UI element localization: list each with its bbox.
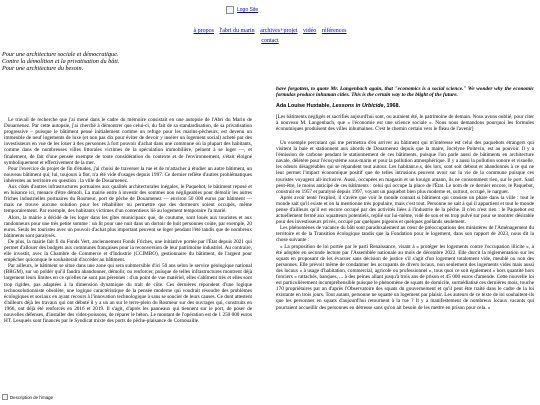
article-paragraph: De plus, la mairie fait fi du Fonds Vert, anciennement Fonds Friches, une initiative portée par l'État depuis 2021 qui permet d'allouer des budgets aux communes françaises pour la reconversion de leur patrimoine industriel. Au contraire, elle investit, avec la Chambre de Commerce et d'Industrie (CCIMBO), gestionnaire du bâtiment, de l'argent pour empêcher quiconque le souhaiterait d'accéder au bâtiment.: [4, 238, 252, 264]
broken-image-icon: [226, 6, 234, 14]
citation-author: Ada Louise Huxtable,: [276, 102, 333, 109]
article-paragraph: Aux côtés d'autres infrastructures portuaires aux qualités architecturales inégales, le Paquebot, le bâtiment reposé et en luisance ici, menace d'être démoli. La mairie entre à investir des sommes non négligeables pour démolir les autres friches industrielles portuaires du Rosmeur, port de pêche de Douarnenez — environ 50 000 euros par bâtiment — mais ne trouve aucune solution pour les réhabiliter ou permettre que des dormeurs soient occupés, même temporairement. Par exemple, des habitants victimes d'un contentieux lié au logement temporaire l'a marié.: [4, 184, 252, 215]
nav-row-1: [0, 26, 540, 36]
article-paragraph: « La proposition de loi portée par le parti Renaissance, visant à « protéger les logements contre l'occupation illicite », a été adoptée en seconde lecture par l'Assemblée nationale au mois de décembre 2022. Elle durcit la réglementation sur les squats en proposant de les évacuer sans décision de justice s'il s'agit d'un logement totalement vide, meublé ou non des personnes. Elle prévoit même de condamner les occupants de divers locaux, non seulement des logements vides mais aussi des locaux « à usage d'habitation, commercial, agricole ou professionnel », tous quoi ce soit également « hors quantité hors fonciers » rattachés, banques, ... à des peines allant jusqu'à trois ans de prison et 45 000 euros d'amende. Cette nouvelle loi est particulièrement incompréhensible puisque le phénomène de squats de domicile, surmédiatisé ces dernières mois, touche 170 propriétaires par an d'après l'Observatoire des squats du gouvernement et qu'il peut être traité dans le cadre de la loi existante en trois jours. Tout autant, personne ne squatte un logement par plaisir. Les auteurs de ce texte de loi souhaitent-ils que les personnes en squats d'aujourd'hui retournent à la rue ? Il y a manifestement de nombreux locaux vacants qui pourraient accueillir des personnes en détresse sans qu'on ait besoin de les mettre en prison pour cela. »: [276, 243, 534, 311]
image-caption: Description de l'image: [10, 394, 54, 400]
article-paragraph: Le travail de recherche que j'ai mené dans le cadre du mémoire consistait en une autopsie de l'Abri du Marin de Douarnenez. Par cette autopsie, j'ai cherché à démontrer que celui-ci, du fait de sa standardisation, de sa privatisation progressive – puisque le bâtiment pensé initialement comme un refuge pour les marins-pêcheurs, est devenu un immeuble de neuf logements de luxe (et non pas dix pour éviter de devoir y insérer un logement social) acheté par des investisseurs en vue de les louer à des personnes à fort pouvoir d'achat dans une commune où la plupart des habitants, comme dans de nombreuses villes littorales victimes de la spéculation immobilière, peinent à se loger —, et finalement, de fait d'une pensée exempte de toute considération du contexte et de l'environnement, s'était éloigné symboliquement et effectivement de la mer.: [4, 117, 252, 166]
article-paragraph: Les phénomènes de vacance du bâti sont paradoxalement au cœur de préoccupations des ministères de l'Aménagement du territoire et de la Transition écologique tandis que la Fondation pour le logement, dans son rapport de 2023, nous dit la chose suivante :: [276, 225, 534, 244]
nav-link-contact[interactable]: contact: [261, 38, 279, 44]
article-paragraph: Par ailleurs, le bâtiment se situe dans une zone qui sera submersible d'ici 50 ans selon le service géologique national (BRGM), sur un poldér qui'il faudra abandonner, démolir, ou renforcer, puisque de telles infrastructures montrent déjà largement leurs limites en ce qu'elles ne sont pas pérennes : d'un point de vue matériel, elles s'abîment très et elles sont trop rigides, pas adaptées à la dimension dynamique du trait de côte. Ces dernières répondent d'une logique technosolutionniste obsolète, une logique caractéristique de la pensée moderne qui voudrait résoudre des problèmes écologiques et sociaux en ayant recours à l'innovation technologique à sans se soucier de leurs causes. Ce dont attestent d'ailleurs déjà les travaux qui ont débuté il y a un an sur le terre-plein du Rosmeur sur des ouvrages qui, construits en 1966, ont déjà été renforcés en 2016 et 2019. Il s'agit, d'après les panneaux qui tiennent sur le port, de poser de nouvelles défenses, d'installer des vides-poissons, de réparer le béton. Le montant de l'opération est de 1 250 000 euros HT. Lesquels sont financés par le Syndicat mixte des ports de pêche-plaisance de Cornouaille.: [4, 263, 252, 325]
tagline-line: Pour une architecture sociale et démocratique.: [2, 51, 119, 58]
main-nav: [0, 26, 540, 46]
tagline-line: Pour une architecture du besoin.: [2, 65, 84, 72]
nav-link-references[interactable]: références: [321, 28, 347, 34]
nav-link-video[interactable]: vidéo: [302, 28, 317, 34]
site-logo[interactable]: [226, 6, 258, 14]
tagline-line: Contre la démolition et la privatisation du bâti.: [2, 58, 120, 65]
logo-link[interactable]: Logo Site: [237, 7, 259, 13]
article-paragraph: Après avoir tenté l'exploit, il s'avère que voir le monde connait si bâtiment qui consiste un phare dans la ville : tout le monde sait qu'il existe et on la mentionne très populaire, mais c'est tout. Personne ne sait à qui il appartient et tout le monde pense d'ailleurs qu'il est encore occupé par des activités liées à l'industrie de la pêche. Il n'en n'est rien : le Paquebot est actuellement fermé aux squatteurs potentiels, replié sur lui-même, vidé de son et en trop pulvé sur pour se montrer désirable pour des investisseurs privés, occupé par quelques pigeons et quelques goélands seulement.: [276, 194, 534, 226]
epigraph-english: have forgotten, to quote Mr. Langenbach again, that "economics is a social science." We wonder why the economic formulas produce inhuman cities. This is the certain way to the blight of the future.: [276, 86, 534, 99]
right-article-column: [276, 86, 534, 311]
nav-link-abri-du-marin[interactable]: l'abri du marin: [219, 28, 255, 34]
image-placeholder: [2, 394, 53, 400]
nav-row-2: [0, 36, 540, 46]
left-article-column: [4, 117, 252, 324]
citation-year: , 1968.: [383, 102, 401, 109]
broken-image-icon: [2, 394, 8, 400]
article-paragraph: Alors, la mairie a décidé de les loger dans les gîtes municipaux que, de coutume, sont loués aux touristes et aux randonneurs pour une très petite somme : un lit pour une nuit dans un dortoir de huit personnes coûte, par exemple, 20 euros. Seuls les touristes avec un pouvoir d'achat plus important peuvent se loger pendant l'été tandis que de nombreux bâtiments sont paralysés.: [4, 214, 252, 239]
article-paragraph: Pour l'exercice du projet de fin d'études, j'ai choisi de traverser la rue et de m'attacher à étudier un autre bâtiment, un nouveau bâtiment qui, lui, toujours à flot, n'a été vide d'usages depuis 1997. Ce dernier reflète d'autres problématiques inhérentes au territoire en question : la ville de Douarnenez.: [4, 165, 252, 184]
nav-link-archives-projet[interactable]: archives+projet: [260, 28, 298, 34]
epigraph-french: [Les bâtiments négligés et sacrifiés aujourd'hui sont, ou auraient été, le patrimoine de demain. Nous avons oublié, pour citer à nouveau M. Langenbach, que « l'économie est une science sociale ». Nous nous demandons pourquoi les formules économiques produisent des villes inhumaines. C'est le chemin certain vers le fléau de l'avenir]: [276, 113, 534, 132]
epigraph-citation: [276, 103, 534, 109]
site-tagline: [2, 51, 119, 72]
article-paragraph: Un exemple percutant qui me permettra d'en arriver au bâtiment qui m'intéresse est celui des paquebots étrangers qui visitent la baie et stationnent aux abords de Douarnenez depuis que la maire, Jocelyne Poitevin, est au pouvoir. Il y a l'émission de carbone pendant le stationnement de ces bâtiments, puisque l'on parle aussi de bâtiments en architecture navale, délétère pour l'écosystème sous-marin et pour la pollution atmosphérique. Il y a aussi la pollution sonore et visuelle, les odeurs désagréables qui se répandent tout autour. Les habitant.e.s, dès lors, sont soit debout et abandonnés à ce qui ne leur permet l'impact économique positif que de telles intrusions peuvent avoir sur la vie de la commune puisque ces touristes voyagent all-inclusive. Aussi, occupées en magasin et un kouign amann, ils ne consomment rien, sur le port. Sauf peut-être, le moins anticipé de ces bâtiments : celui qui occupe la place de l'État. Le nom de ce dernier encore, le Paquebot, construit en 1957 et paralysé depuis 1997, voyant un paquebot bien plus moderne et, surtout, occupé, le narguer.: [276, 139, 534, 195]
nav-link-a-propos[interactable]: à propos: [193, 28, 215, 34]
citation-title: Lessons in Urbicide: [332, 102, 384, 109]
